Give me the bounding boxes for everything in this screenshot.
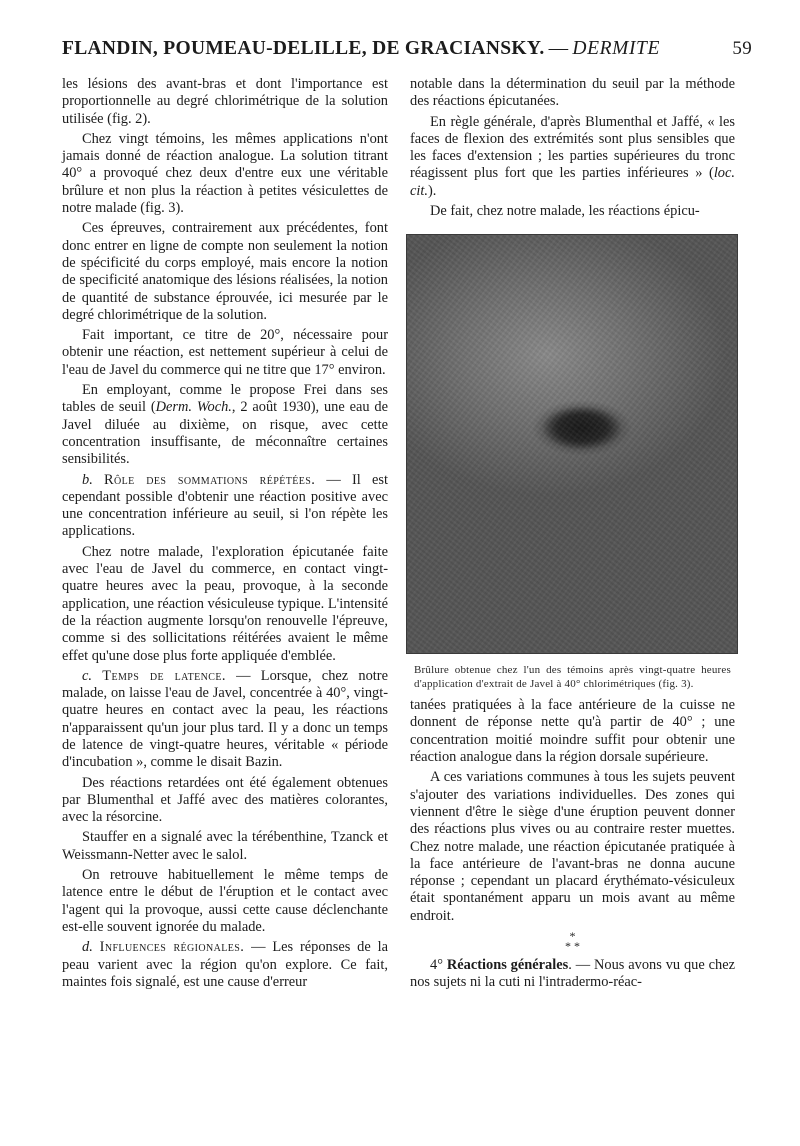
paragraph: Des réactions retardées ont été également obtenues par Blumenthal et Jaffé avec des matières colorantes, avec la résorcine. xyxy=(62,774,388,826)
paragraph: les lésions des avant-bras et dont l'importance est proportionnelle au degré chlorimétrique de la solution utilisée (fig. 2). xyxy=(62,76,388,127)
right-column xyxy=(410,76,735,995)
paragraph: tanées pratiquées à la face antérieure de la cuisse ne donnent de réponse nette qu'à partir de 40° ; une concentration moitié moindre suffit pour obtenir une réaction analogue dans la région dorsale supérieure. xyxy=(410,697,735,766)
figure-caption: Brûlure obtenue chez l'un des témoins après vingt-quatre heures d'application d'extrait de Javel à 40° chlorimétriques (fig. 3). xyxy=(414,664,731,690)
section-label: b. xyxy=(82,471,93,488)
photo-texture xyxy=(407,235,737,653)
paragraph: De fait, chez notre malade, les réactions épicu- xyxy=(430,203,700,220)
section-label: d. xyxy=(82,939,93,956)
paragraph xyxy=(410,114,735,200)
asterism-bottom: * * xyxy=(565,939,580,954)
section-title: Rôle des sommations répétées. xyxy=(104,471,316,488)
figure-photograph xyxy=(406,234,738,654)
section-title: Réactions générales xyxy=(446,957,569,974)
text-run: ). xyxy=(427,182,437,199)
paragraph: Stauffer en a signalé avec la térébenthine, Tzanck et Weissmann-Netter avec le salol. xyxy=(62,829,388,863)
running-head xyxy=(62,38,752,68)
citation: Derm. Woch. xyxy=(155,399,232,416)
section-b xyxy=(62,472,388,541)
paragraph: A ces variations communes à tous les sujets peuvent s'ajouter des variations individuelles. Des zones qui viennent d'être le siège d'une éruption peuvent donner des réactions plus vives ou au contraire rester muettes. Chez notre malade, une réaction épicutanée pratiquée à la face antérieure de l'avant-bras ne donna aucune réponse ; cependant un placard érythémato-vésiculeux était spontanément apparu un mois avant au même endroit. xyxy=(410,769,735,924)
header-authors: FLANDIN, POUMEAU-DELILLE, DE GRACIANSKY. xyxy=(62,38,545,59)
paragraph: On retrouve habituellement le même temps de latence entre le début de l'éruption et le contact avec l'agent qui la provoque, aussi cette cause déclenchante est-elle souvent ignorée du malade. xyxy=(62,867,388,935)
section-text: — Il est cependant possible d'obtenir une réaction positive avec une concentration inférieure au seuil, si l'on répète les applications. xyxy=(62,471,388,540)
section-c xyxy=(62,668,388,772)
text-run: , 2 août 1930), une eau de Javel diluée au dixième, on risque, avec cette concentration insuffisante, de méconnaître certaines sensibilités. xyxy=(62,399,388,468)
section-text: — Les réponses de la peau varient avec la région qu'on explore. Ce fait, maintes fois signalé, est une cause d'erreur xyxy=(62,939,388,990)
paragraph: Fait important, ce titre de 20°, nécessaire pour obtenir une réaction, est nettement supérieur à celui de l'eau de Javel du commerce qui ne titre que 17° environ. xyxy=(62,327,388,378)
section-title: Influences régionales. xyxy=(99,939,245,956)
paragraph: Chez vingt témoins, les mêmes applications n'ont jamais donné de réaction analogue. La solution titrant 40° a provoqué chez deux d'entre eux une véritable brûlure et non plus la réaction à petites vésiculettes de notre malade (fig. 3). xyxy=(62,130,388,217)
left-column xyxy=(62,76,388,994)
paragraph: Ces épreuves, contrairement aux précédentes, font donc entrer en ligne de compte non seulement la notion de spécificité du corps employé, mais encore la notion de specificité anatomique des lésions réalisées, la notion de quantité de substance éprouvée, ici mesurée par le degré chlorimétrique de la solution. xyxy=(62,220,388,323)
section-d xyxy=(62,939,388,991)
section-text: . — Nous avons vu que chez nos sujets ni la cuti ni l'intradermo-réac- xyxy=(410,957,736,991)
paragraph xyxy=(62,382,388,468)
asterism xyxy=(410,929,735,954)
page-number: 59 xyxy=(732,38,752,59)
section-text: — Lorsque, chez notre malade, on laisse l'eau de Javel, concentrée à 40°, vingt-quatre heures en contact avec la peau, les réactions n'apparaissent qu'un jour plus tard. Il y a donc un temps de latence de vingt-quatre heures, véritable « période d'incubation », comme le disait Bazin. xyxy=(62,667,388,771)
paragraph: notable dans la détermination du seuil par la méthode des réactions épicutanées. xyxy=(410,76,735,110)
text-run: En règle générale, d'après Blumenthal et Jaffé, « les faces de flexion des extrémités sont plus sensibles que les faces d'extension ; les parties supérieures du tronc réagissent plus fort que les parties inférieures » ( xyxy=(410,113,735,182)
header-separator: — xyxy=(548,38,569,59)
paragraph: Chez notre malade, l'exploration épicutanée faite avec l'eau de Javel du commerce, en contact vingt-quatre heures avec la peau, provoque, à la seconde application, une réaction vésiculeuse typique. L'intensité de la réaction augmente lorsqu'on renouvelle l'épreuve, comme si des sollicitations réitérées avaient le même effet qu'une dose plus forte appliquée d'emblée. xyxy=(62,543,388,664)
header-topic: DERMITE xyxy=(572,38,661,59)
section-label: c. xyxy=(82,667,92,684)
section-label: 4° xyxy=(430,957,443,974)
text-run: En employant, comme le propose Frei dans ses tables de seuil ( xyxy=(62,382,388,416)
citation: loc. cit. xyxy=(410,165,735,199)
section-title: Temps de latence. xyxy=(102,667,226,684)
asterism-top: * xyxy=(569,929,576,944)
section-4 xyxy=(410,957,735,992)
